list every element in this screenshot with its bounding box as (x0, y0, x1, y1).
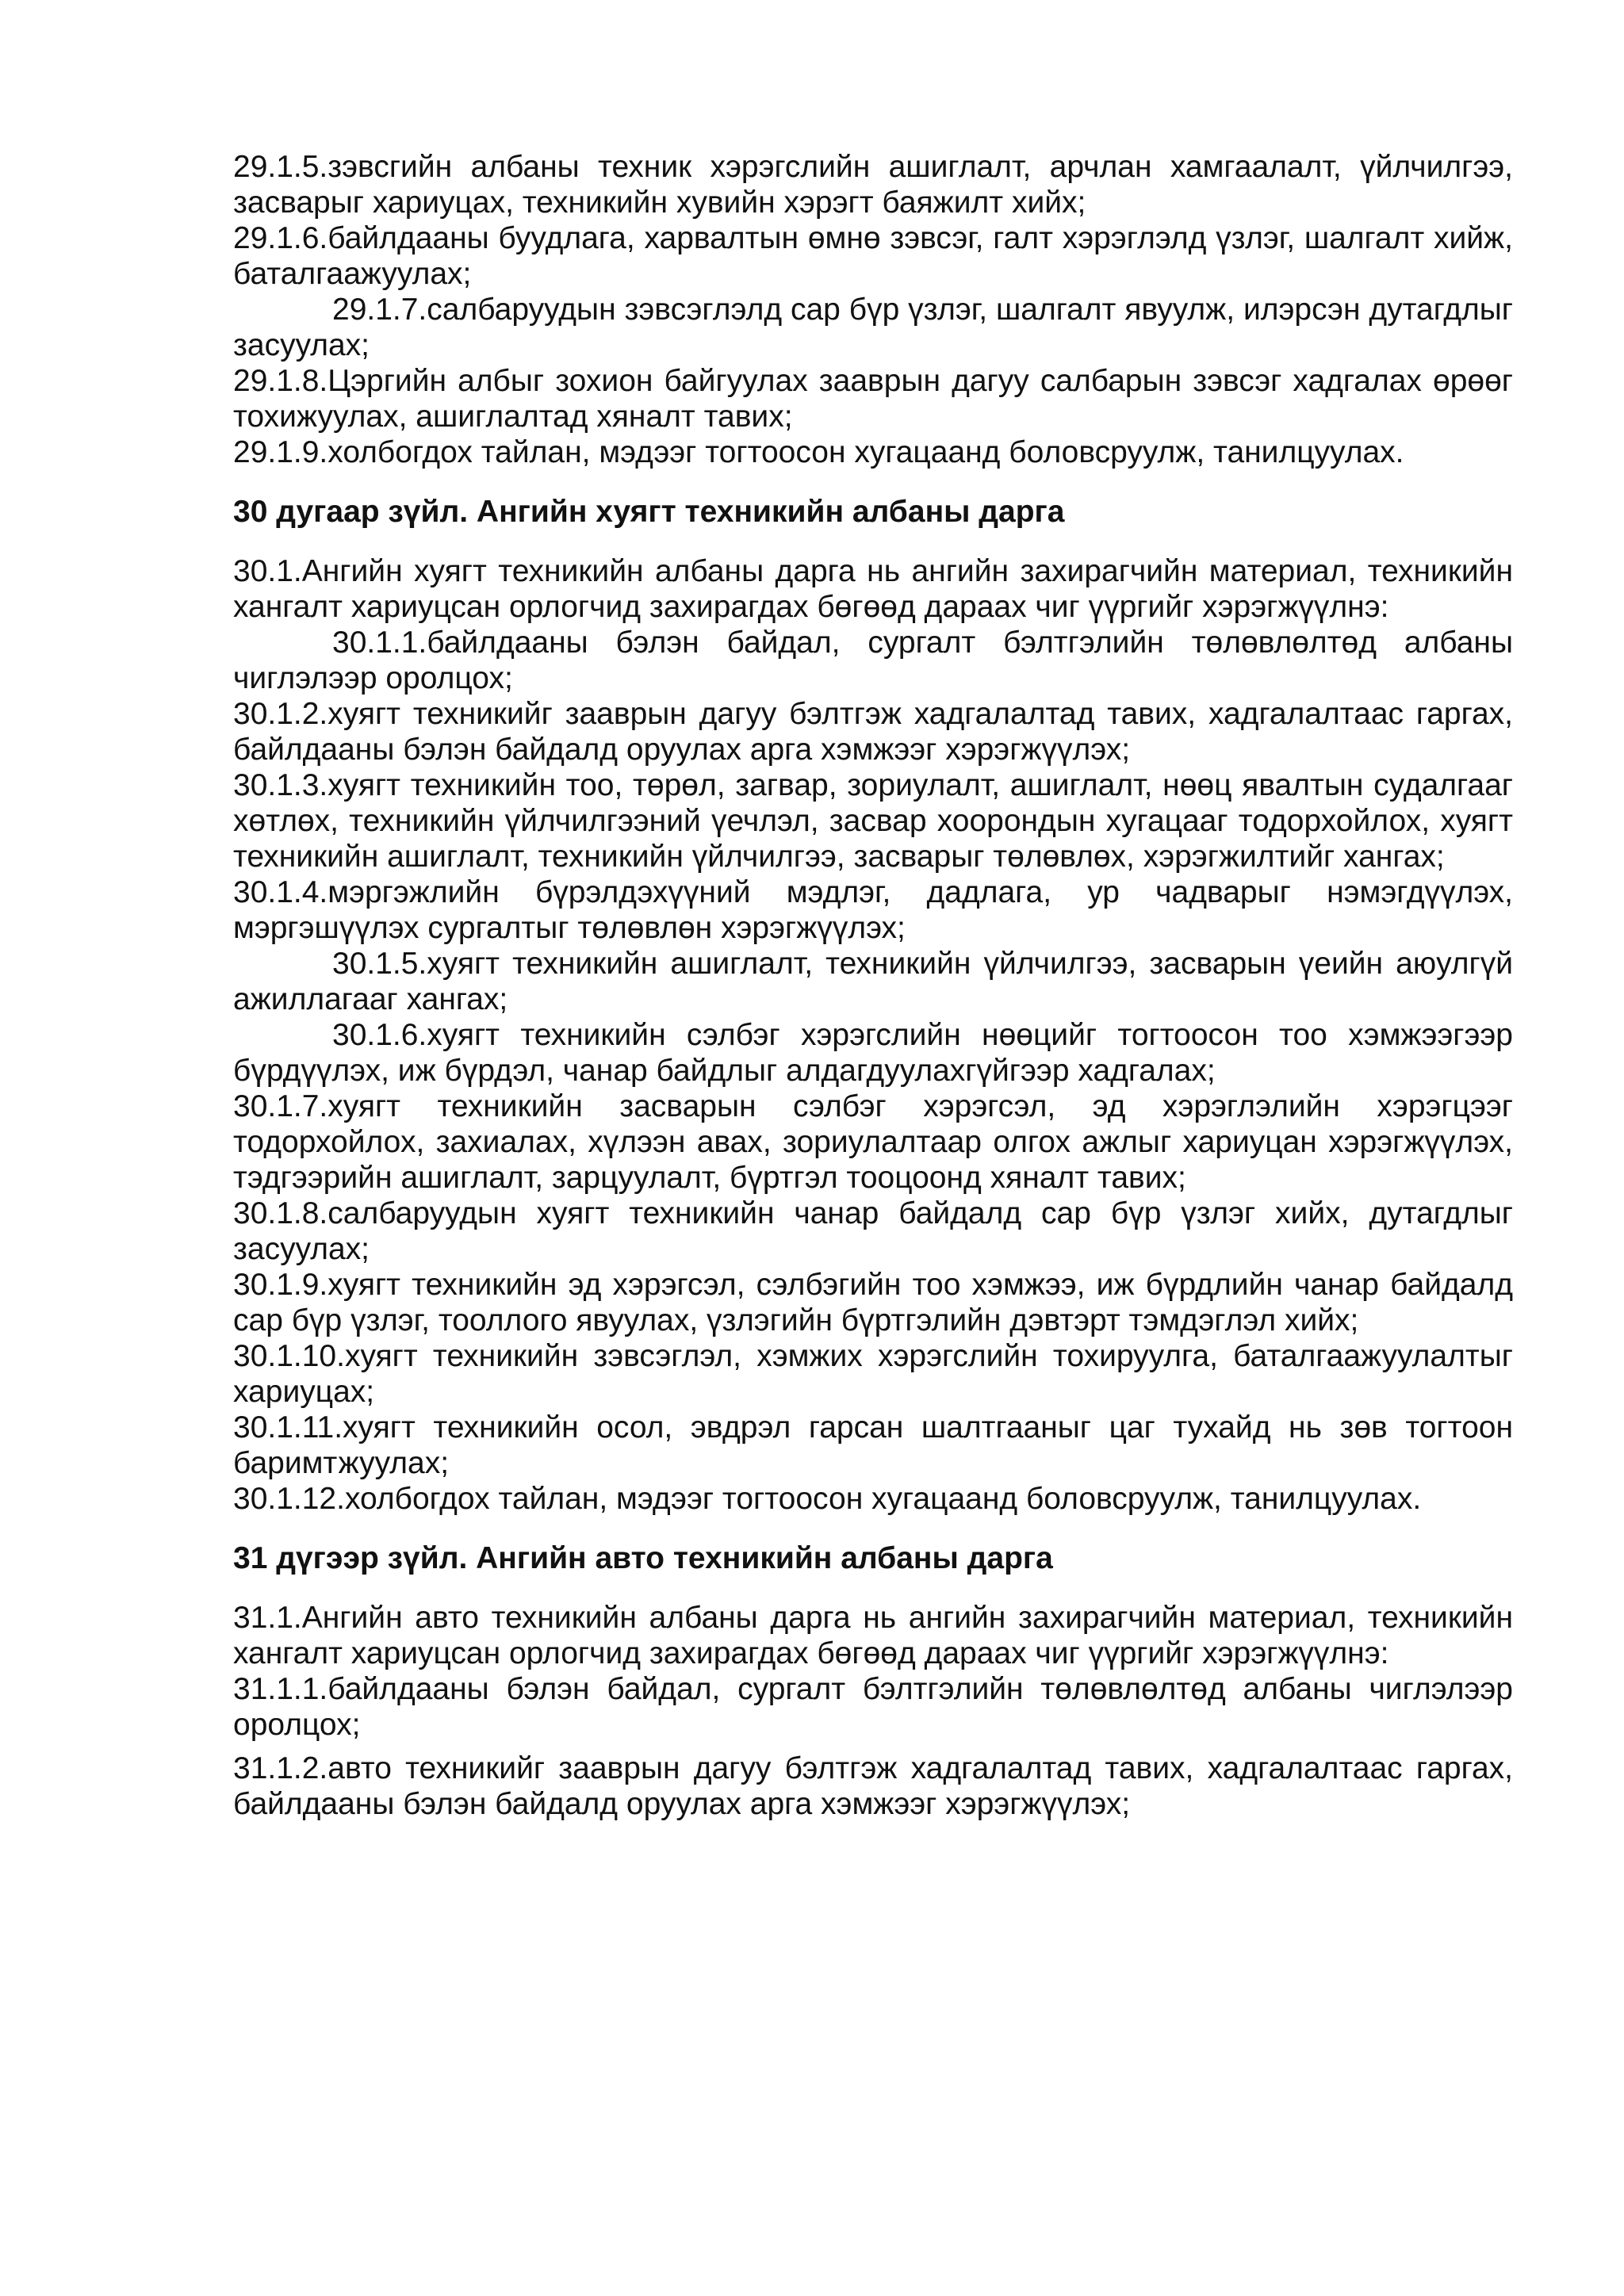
clause-30-1: 30.1.Ангийн хуягт техникийн албаны дарга нь ангийн захирагчийн материал, техникийн хангалт хариуцсан орлогчид захирагдах бөгөөд дараах чиг үүргийг хэрэгжүүлнэ: (233, 554, 1513, 624)
article-31-heading: 31 дүгээр зүйл. Ангийн авто техникийн албаны дарга (233, 1541, 1053, 1575)
clause-29-1-7: 29.1.7.салбаруудын зэвсэглэлд сар бүр үзлэг, шалгалт явуулж, илэрсэн дутагдлыг засуулах; (233, 293, 1513, 362)
clause-30-1-4: 30.1.4.мэргэжлийн бүрэлдэхүүний мэдлэг, дадлага, ур чадварыг нэмэгдүүлэх, мэргэшүүлэх сургалтыг төлөвлөн хэрэгжүүлэх; (233, 875, 1513, 945)
clause-30-1-8: 30.1.8.салбаруудын хуягт техникийн чанар байдалд сар бүр үзлэг хийх, дутагдлыг засуулах; (233, 1196, 1513, 1266)
clause-31-1: 31.1.Ангийн авто техникийн албаны дарга нь ангийн захирагчийн материал, техникийн хангалт хариуцсан орлогчид захирагдах бөгөөд дараах чиг үүргийг хэрэгжүүлнэ: (233, 1601, 1513, 1670)
clause-30-1-9: 30.1.9.хуягт техникийн эд хэрэгсэл, сэлбэгийн тоо хэмжээ, иж бүрдлийн чанар байдалд сар бүр үзлэг, тооллого явуулах, үзлэгийн бүртгэлийн дэвтэрт тэмдэглэл хийх; (233, 1268, 1513, 1337)
article-30-heading: 30 дугаар зүйл. Ангийн хуягт техникийн албаны дарга (233, 495, 1065, 529)
clause-30-1-6: 30.1.6.хуягт техникийн сэлбэг хэрэгслийн нөөцийг тогтоосон тоо хэмжээгээр бүрдүүлэх, иж бүрдэл, чанар байдлыг алдагдуулахгүйгээр хадгалах; (233, 1018, 1513, 1088)
clause-31-1-1: 31.1.1.байлдааны бэлэн байдал, сургалт бэлтгэлийн төлөвлөлтөд албаны чиглэлээр оролцох; (233, 1672, 1513, 1742)
clause-30-1-12: 30.1.12.холбогдох тайлан, мэдээг тогтоосон хугацаанд боловсруулж, танилцуулах. (233, 1482, 1422, 1516)
clause-29-1-8: 29.1.8.Цэргийн албыг зохион байгуулах зааврын дагуу салбарын зэвсэг хадгалах өрөөг тохижуулах, ашиглалтад хяналт тавих; (233, 364, 1513, 434)
clause-29-1-9: 29.1.9.холбогдох тайлан, мэдээг тогтоосон хугацаанд боловсруулж, танилцуулах. (233, 435, 1404, 469)
clause-31-1-2: 31.1.2.авто техникийг зааврын дагуу бэлтгэж хадгалалтад тавих, хадгалалтаас гаргах, байлдааны бэлэн байдалд оруулах арга хэмжээг хэрэгжүүлэх; (233, 1751, 1513, 1821)
clause-30-1-5: 30.1.5.хуягт техникийн ашиглалт, техникийн үйлчилгээ, засварын үеийн аюулгүй ажиллагааг хангах; (233, 947, 1513, 1016)
clause-30-1-7: 30.1.7.хуягт техникийн засварын сэлбэг хэрэгсэл, эд хэрэглэлийн хэрэгцээг тодорхойлох, захиалах, хүлээн авах, зориулалтаар олгох ажлыг хариуцан хэрэгжүүлэх, тэдгээрийн ашиглалт, зарцуулалт, бүртгэл тооцоонд хяналт тавих; (233, 1089, 1513, 1195)
clause-30-1-11: 30.1.11.хуягт техникийн осол, эвдрэл гарсан шалтгааныг цаг тухайд нь зөв тогтоон баримтжуулах; (233, 1410, 1513, 1480)
clause-29-1-6: 29.1.6.байлдааны буудлага, харвалтын өмнө зэвсэг, галт хэрэглэлд үзлэг, шалгалт хийж, баталгаажуулах; (233, 221, 1513, 291)
clause-30-1-1: 30.1.1.байлдааны бэлэн байдал, сургалт бэлтгэлийн төлөвлөлтөд албаны чиглэлээр оролцох; (233, 626, 1513, 695)
clause-30-1-10: 30.1.10.хуягт техникийн зэвсэглэл, хэмжих хэрэгслийн тохируулга, баталгаажуулалтыг хариуцах; (233, 1339, 1513, 1409)
clause-29-1-5: 29.1.5.зэвсгийн албаны техник хэрэгслийн ашиглалт, арчлан хамгаалалт, үйлчилгээ, засварыг хариуцах, техникийн хувийн хэрэгт баяжилт хийх; (233, 150, 1513, 220)
clause-30-1-3: 30.1.3.хуягт техникийн тоо, төрөл, загвар, зориулалт, ашиглалт, нөөц явалтын судалгааг хөтлөх, техникийн үйлчилгээний үечлэл, засвар хоорондын хугацааг тодорхойлох, хуягт техникийн ашиглалт, техникийн үйлчилгээ, засварыг төлөвлөх, хэрэгжилтийг хангах; (233, 768, 1513, 874)
clause-30-1-2: 30.1.2.хуягт техникийг зааврын дагуу бэлтгэж хадгалалтад тавих, хадгалалтаас гаргах, байлдааны бэлэн байдалд оруулах арга хэмжээг хэрэгжүүлэх; (233, 697, 1513, 767)
document-page (233, 149, 1513, 1822)
